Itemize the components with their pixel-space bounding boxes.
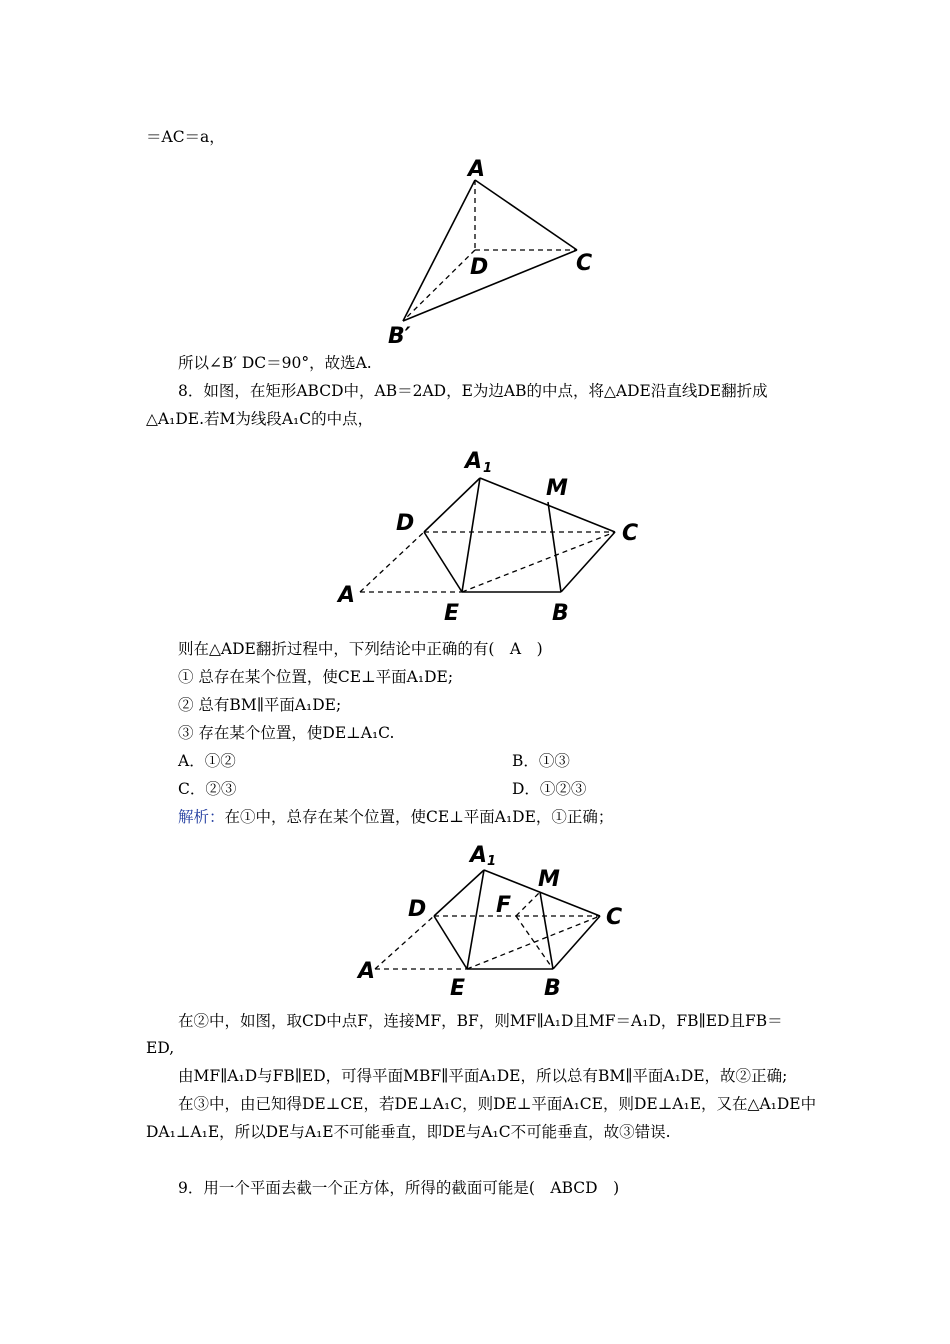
question-line: 则在△ADE翻折过程中，下列结论中正确的有( A ) <box>178 640 543 658</box>
problem-8-stem: 8．如图，在矩形ABCD中，AB＝2AD，E为边AB的中点，将△ADE沿直线DE翻折成 <box>178 382 768 400</box>
text-line: 在②中，如图，取CD中点F，连接MF，BF，则MF∥A₁D且MF＝A₁D，FB∥ED且FB＝ <box>178 1012 783 1030</box>
label-c: C <box>622 521 639 546</box>
text-line: 在③中，由已知得DE⊥CE，若DE⊥A₁C，则DE⊥平面A₁CE，则DE⊥A₁E，又在△A₁DE中 <box>178 1095 817 1113</box>
analysis-text: 在①中，总存在某个位置，使CE⊥平面A₁DE，①正确； <box>224 808 614 826</box>
option-d: D．①②③ <box>512 780 587 798</box>
edge-ac <box>475 180 577 250</box>
label-d: D <box>396 511 415 536</box>
label-a1-sub: 1 <box>487 854 497 869</box>
statement-1: ① 总存在某个位置，使CE⊥平面A₁DE; <box>178 668 454 686</box>
label-a: A <box>338 583 356 608</box>
edge-ec <box>467 916 600 969</box>
edge-bc <box>553 916 600 969</box>
option-b: B．①③ <box>512 752 570 770</box>
text-line: ED, <box>146 1039 175 1057</box>
tetrahedron-figure <box>380 150 610 350</box>
label-e: E <box>450 976 466 1001</box>
edge-de <box>434 916 467 969</box>
label-c: C <box>606 905 623 930</box>
edge-bc <box>561 532 615 592</box>
label-a: A <box>358 959 376 984</box>
edge-ec <box>462 532 615 592</box>
edge-ad <box>375 916 434 969</box>
label-a1-sub: 1 <box>483 461 493 476</box>
label-f: F <box>496 893 512 918</box>
edge-de <box>424 532 462 592</box>
label-b-prime: B′ <box>388 324 411 349</box>
edge-mb <box>540 892 553 969</box>
edge-fm <box>516 892 540 916</box>
problem-9-stem: 9．用一个平面去截一个正方体，所得的截面可能是( ABCD ) <box>178 1179 620 1197</box>
label-d: D <box>470 255 489 280</box>
label-a1: A <box>470 843 488 868</box>
analysis-line <box>178 806 613 828</box>
label-c: C <box>576 251 593 276</box>
statement-2: ② 总有BM∥平面A₁DE; <box>178 696 342 714</box>
text-line: △A₁DE.若M为线段A₁C的中点， <box>146 410 374 428</box>
edge-mb <box>548 502 561 592</box>
text-line: DA₁⊥A₁E，所以DE与A₁E不可能垂直，即DE与A₁C不可能垂直，故③错误. <box>146 1123 671 1141</box>
statement-3: ③ 存在某个位置，使DE⊥A₁C. <box>178 724 395 742</box>
label-b: B <box>552 601 569 626</box>
folding-figure <box>330 440 660 630</box>
text-line: 由MF∥A₁D与FB∥ED，可得平面MBF∥平面A₁DE，所以总有BM∥平面A₁DE，故②正确; <box>178 1067 788 1085</box>
label-a: A <box>468 157 486 182</box>
edge-ad <box>360 532 424 592</box>
label-m: M <box>538 867 560 892</box>
edge-ab <box>403 180 475 321</box>
analysis-label: 解析： <box>178 808 225 826</box>
text-line: 所以∠B′ DC＝90°，故选A. <box>178 354 372 372</box>
edge-a1e <box>467 870 484 969</box>
folding-figure-with-f <box>350 838 640 1003</box>
edge-a1e <box>462 478 480 592</box>
label-m: M <box>546 476 568 501</box>
label-d: D <box>408 897 427 922</box>
text-line: ＝AC＝a， <box>146 128 225 146</box>
edge-a1d <box>424 478 480 532</box>
label-b: B <box>544 976 561 1001</box>
label-e: E <box>444 601 460 626</box>
edge-bc <box>403 250 577 321</box>
option-c: C．②③ <box>178 780 237 798</box>
edge-db <box>403 250 475 321</box>
option-a: A．①② <box>178 752 236 770</box>
label-a1: A <box>465 449 483 474</box>
